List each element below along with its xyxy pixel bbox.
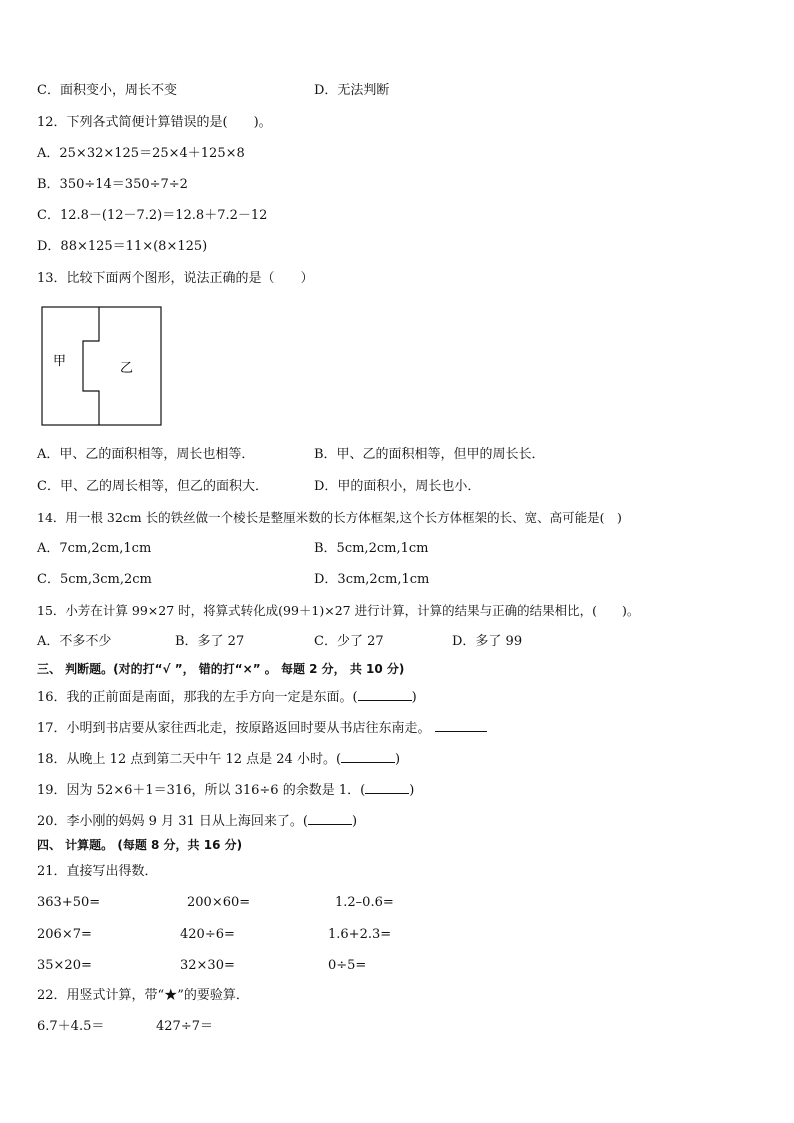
q17-stem: 17．小明到书店要从家往西北走，按原路返回时要从书店往东南走。 (37, 721, 431, 736)
q16-stem: 16．我的正前面是南面，那我的左手方向一定是东面。( (37, 690, 358, 705)
q21-stem: 21．直接写出得数． (37, 864, 158, 879)
section-3-title: 三、 判断题。(对的打“√ ”， 错的打“×” 。 每题 2 分， 共 10 分) (37, 662, 405, 676)
q14-option-d: D．3cm,2cm,1cm (314, 572, 430, 587)
q12-option-d: D．88×125＝11×(8×125) (37, 239, 208, 254)
q21-item-1: 363+50= (37, 895, 101, 910)
q13-option-b: B．甲、乙的面积相等，但甲的周长长． (314, 447, 545, 462)
q12-option-a: A．25×32×125＝25×4＋125×8 (37, 146, 245, 161)
q21-item-2: 200×60= (187, 895, 251, 910)
q12-option-c: C．12.8－(12－7.2)＝12.8＋7.2－12 (37, 208, 268, 223)
q18-stem: 18．从晚上 12 点到第二天中午 12 点是 24 小时。( (37, 752, 342, 767)
q16-close: ) (411, 690, 417, 705)
q19-text (37, 781, 414, 799)
q18-close: ) (395, 752, 401, 767)
q18-answer-blank[interactable] (341, 750, 395, 763)
figure-divider (83, 307, 99, 425)
q21-item-9: 0÷5= (328, 958, 367, 973)
figure-label-yi: 乙 (120, 361, 134, 376)
q12-option-b: B．350÷14＝350÷7÷2 (37, 177, 188, 192)
q15-option-d: D．多了 99 (452, 634, 523, 649)
q14-stem: 14．用一根 32cm 长的铁丝做一个棱长是整厘米数的长方体框架,这个长方体框架的长、宽、高可能是( ) (37, 510, 622, 525)
q11-option-c: C．面积变小，周长不变 (37, 83, 177, 98)
q21-item-8: 32×30= (180, 958, 235, 973)
q20-stem: 20．李小刚的妈妈 9 月 31 日从上海回来了。( (37, 814, 308, 829)
q15-option-c: C．少了 27 (314, 634, 384, 649)
q21-item-4: 206×7= (37, 927, 92, 942)
section-4-title: 四、 计算题。 (每题 8 分，共 16 分) (37, 838, 243, 852)
q14-option-c: C．5cm,3cm,2cm (37, 572, 152, 587)
q21-item-3: 1.2–0.6= (335, 895, 394, 910)
q22-item-1: 6.7＋4.5＝ (37, 1019, 105, 1034)
q13-option-d: D．甲的面积小，周长也小． (314, 479, 481, 494)
q13-figure (41, 306, 163, 428)
q18-text (37, 750, 400, 768)
q13-option-a: A．甲、乙的面积相等，周长也相等． (37, 447, 255, 462)
q16-answer-blank[interactable] (358, 688, 412, 701)
q15-option-a: A．不多不少 (37, 634, 112, 649)
q14-option-a: A．7cm,2cm,1cm (37, 541, 152, 556)
q20-answer-blank[interactable] (308, 812, 352, 825)
q17-answer-blank[interactable] (435, 719, 487, 732)
q16-text (37, 688, 417, 706)
q22-item-2: 427÷7＝ (156, 1019, 213, 1034)
q19-answer-blank[interactable] (365, 781, 409, 794)
figure-label-jia: 甲 (53, 354, 67, 369)
q20-text (37, 812, 357, 830)
q20-close: ) (351, 814, 358, 829)
q14-option-b: B．5cm,2cm,1cm (314, 541, 429, 556)
q21-item-7: 35×20= (37, 958, 92, 973)
q13-option-c: C．甲、乙的周长相等，但乙的面积大． (37, 479, 268, 494)
q22-stem: 22．用竖式计算，带“★”的要验算． (37, 988, 249, 1003)
q19-close: ) (409, 783, 415, 798)
q12-stem: 12．下列各式简便计算错误的是( )。 (37, 115, 272, 130)
q17-text (37, 719, 487, 737)
q13-stem: 13．比较下面两个图形，说法正确的是（ ） (37, 271, 314, 286)
q21-item-6: 1.6+2.3= (328, 927, 392, 942)
q19-stem: 19．因为 52×6＋1＝316，所以 316÷6 的余数是 1．( (37, 783, 366, 798)
q21-item-5: 420÷6= (180, 927, 235, 942)
q15-stem: 15．小芳在计算 99×27 时，将算式转化成(99＋1)×27 进行计算，计算的结果与正确的结果相比，( )。 (37, 603, 640, 618)
q11-option-d: D．无法判断 (314, 83, 390, 98)
q15-option-b: B．多了 27 (175, 634, 245, 649)
